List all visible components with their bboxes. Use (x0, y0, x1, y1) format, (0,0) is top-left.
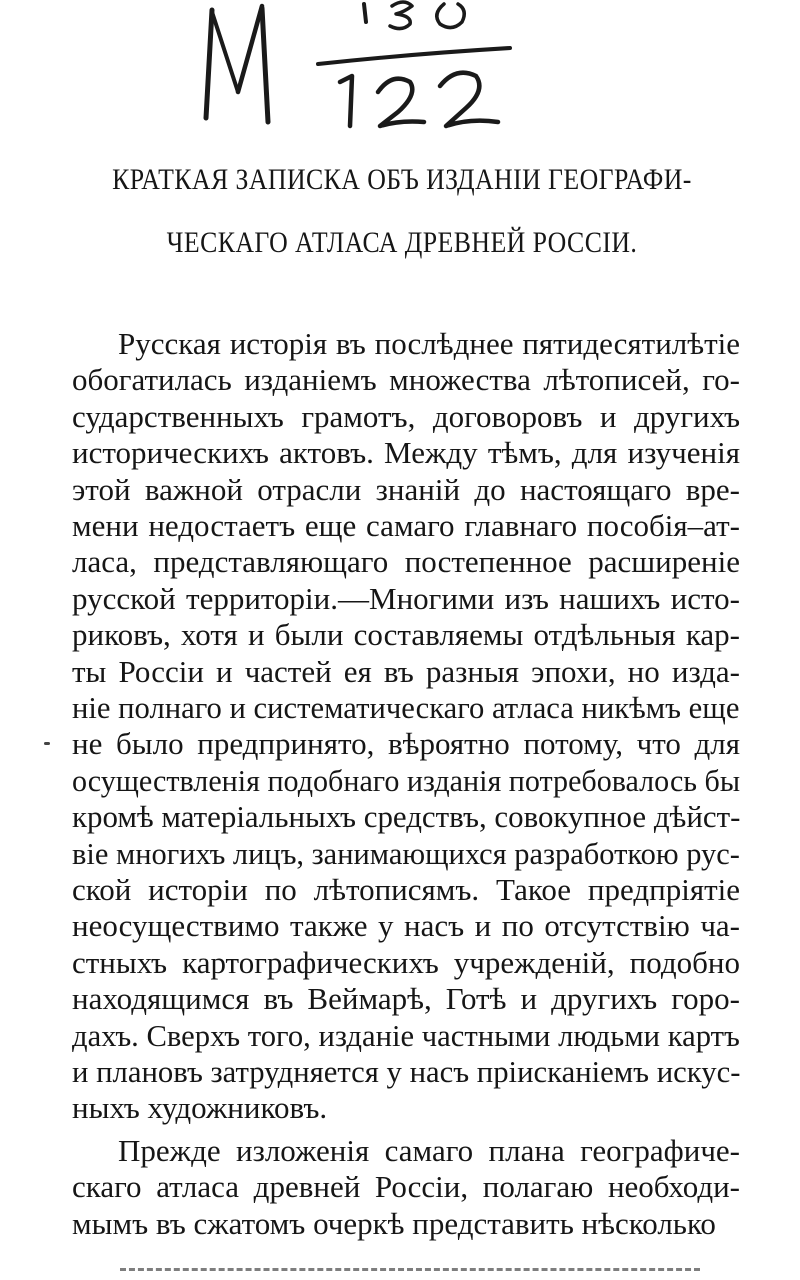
body-line: обогатилась изданіемъ множества лѣтописей, го- (72, 362, 740, 397)
body-line: осуществленія подобнаго изданія потребовалось бы (72, 763, 741, 798)
title-line-2: ЧЕСКАГО АТЛАСА ДРЕВНЕЙ РОССІИ. (166, 226, 638, 259)
body-line: ты Россіи и частей ея въ разныя эпохи, но изда- (72, 654, 740, 689)
body-line: этой важной отрасли знаній до настоящаго вре- (72, 472, 740, 507)
body-line: мымъ въ сжатомъ очеркѣ представить нѣсколько (72, 1206, 716, 1241)
body-line: не было предпринято, вѣроятно потому, что для (72, 726, 740, 761)
body-line: ласа, представляющаго постепенное расширеніе (72, 544, 740, 579)
body-line: дахъ. Сверхъ того, изданіе частными людьми картъ (72, 1018, 740, 1053)
page-bottom-edge (120, 1268, 700, 1274)
body-line: скаго атласа древней Россіи, полагаю необходи- (72, 1169, 740, 1204)
body-line: находящимся въ Веймарѣ, Готѣ и другихъ горо- (72, 981, 740, 1016)
margin-mark (44, 742, 50, 745)
body-line: Прежде изложенія самаго плана географиче- (118, 1133, 740, 1168)
body-line: русской территоріи.—Многими изъ нашихъ исто- (72, 581, 740, 616)
body-line: ныхъ художниковъ. (72, 1090, 328, 1125)
body-line: ской исторіи по лѣтописямъ. Такое предпріятіе (72, 872, 740, 907)
handwritten-shelfmark (0, 0, 520, 150)
body-line: неосуществимо также у насъ и по отсутствію ча- (72, 908, 740, 943)
body-line: и плановъ затрудняется у насъ пріисканіемъ искус- (72, 1054, 741, 1089)
body-line: ніе полнаго и систематическаго атласа никѣмъ еще (72, 690, 740, 725)
body-line: риковъ, хотя и были составляемы отдѣльныя кар- (72, 617, 740, 652)
body-line: стныхъ картографическихъ учрежденій, подобно (72, 945, 740, 980)
body-line: кромѣ матеріальныхъ средствъ, совокупное дѣйст- (72, 799, 741, 834)
body-line: историческихъ актовъ. Между тѣмъ, для изученія (72, 435, 740, 470)
body-line: віе многихъ лицъ, занимающихся разработкою рус- (72, 836, 740, 871)
body-line: сударственныхъ грамотъ, договоровъ и другихъ (72, 399, 740, 434)
body-line: мени недостаетъ еще самаго главнаго пособія–ат- (72, 508, 740, 543)
title-line-1: КРАТКАЯ ЗАПИСКА ОБЪ ИЗДАНІИ ГЕОГРАФИ- (112, 163, 692, 196)
shelfmark-handwriting-icon (0, 0, 520, 150)
body-line: Русская исторія въ послѣднее пятидесятилѣтіе (118, 326, 740, 361)
